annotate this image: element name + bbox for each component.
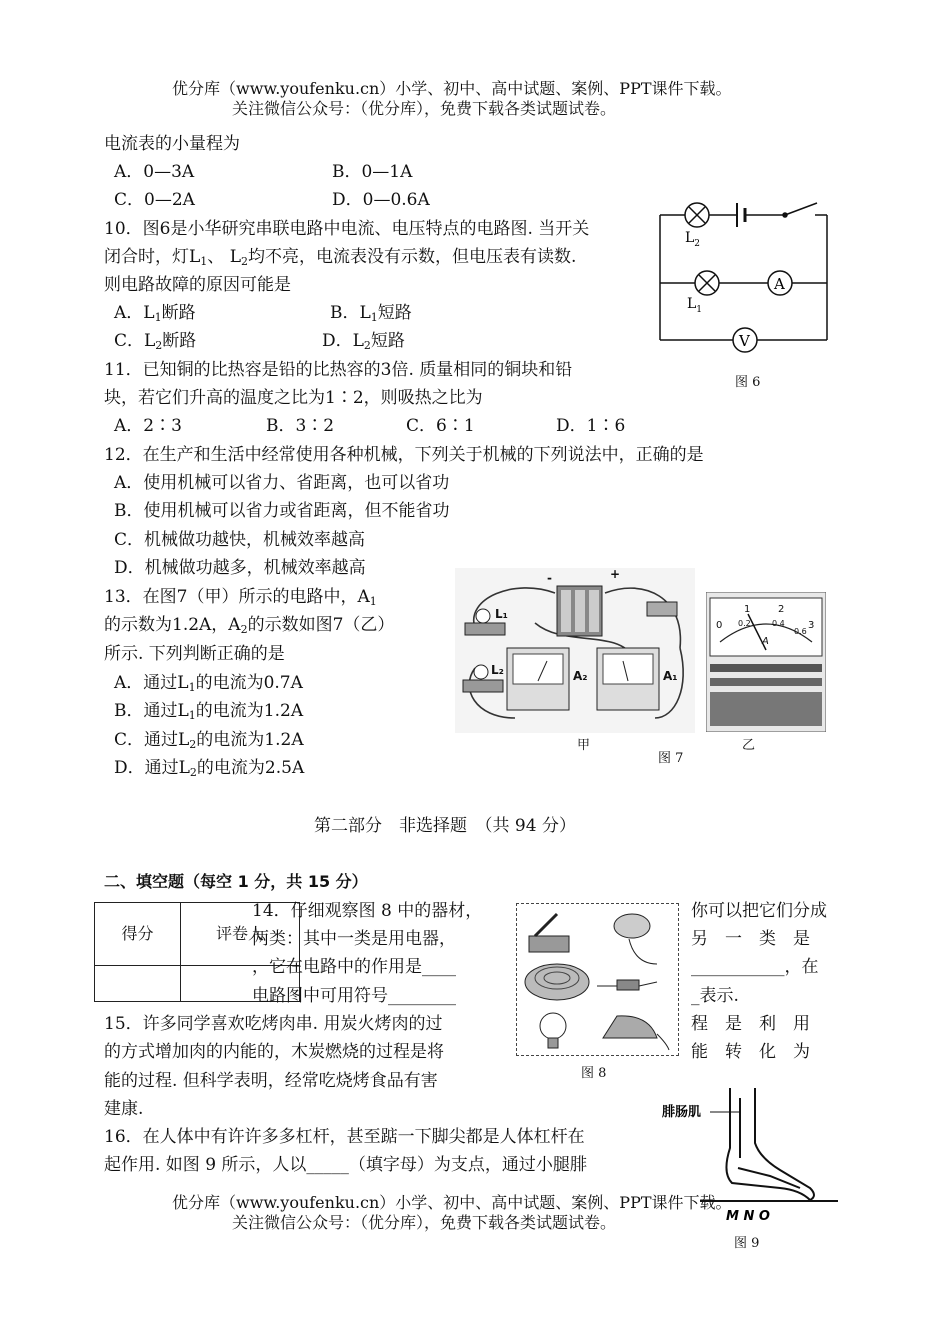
footer-line-1: 优分库（www.youfenku.cn）小学、初中、高中试题、案例、PPT课件下载。 [172, 1193, 732, 1212]
q11-option-c: C．6∶1 [406, 416, 475, 436]
q10-line-2: 闭合时，灯$L_1$、 $L_2$均不亮，电流表没有示数，但电压表有读数. [104, 247, 577, 268]
grade-score-cell[interactable] [95, 966, 181, 1002]
fig7-unit: A [762, 636, 769, 647]
q11-option-b: B．3∶2 [266, 416, 335, 436]
q14-line-1-right: 你可以把它们分成 [691, 901, 827, 921]
q14-line-4-right: _表示. [691, 986, 739, 1006]
q10-option-a: A．$L_1$断路 [114, 303, 196, 324]
q15-line-3: 能的过程. 但科学表明，经常吃烧烤食品有害 [104, 1071, 438, 1091]
q13-line-2: 的示数为1.2A，$A_2$的示数如图7（乙） [104, 615, 395, 636]
q14-line-4: 电路图中可用符号________ [252, 986, 456, 1006]
q14-line-2-right: 另 一 类 是 [691, 929, 810, 949]
q14-line-1: 14．仔细观察图 8 中的器材， [252, 901, 483, 921]
q10-line-3: 则电路故障的原因可能是 [104, 275, 291, 295]
fig7-scale-1: 1 [744, 604, 751, 615]
figure-8-caption: 图 8 [581, 1066, 607, 1081]
figure-8-devices [517, 904, 678, 1055]
q9-continuation: 电流表的小量程为 [104, 134, 240, 154]
q10-option-b: B．$L_1$短路 [330, 303, 412, 324]
grade-score-header: 得分 [95, 903, 181, 966]
q13-option-b: B．通过$L_1$的电流为1.2A [114, 701, 304, 722]
q16-line-2: 起作用. 如图 9 所示，人以_____（填字母）为支点，通过小腿腓 [104, 1155, 587, 1175]
q12-option-a: A．使用机械可以省力、省距离，也可以省功 [114, 473, 450, 493]
fig7-scale-0: 0 [716, 620, 723, 631]
fig6-l2-label: $L_2$ [685, 230, 701, 249]
section-2-heading: 二、填空题（每空 1 分，共 15 分） [104, 872, 368, 891]
figure-8-frame [516, 903, 679, 1056]
q10-line-1: 10．图6是小华研究串联电路中电流、电压特点的电路图. 当开关 [104, 219, 590, 239]
q11-option-d: D．1∶6 [556, 416, 626, 436]
header-line-1: 优分库（www.youfenku.cn）小学、初中、高中试题、案例、PPT课件下载。 [172, 79, 732, 98]
part-2-heading: 第二部分 非选择题 （共 94 分） [314, 816, 576, 836]
q15-line-4: 建康. [104, 1099, 144, 1119]
fig7-plus: + [610, 568, 621, 581]
fig7-l2-label: L₂ [491, 663, 504, 677]
q13-option-a: A．通过$L_1$的电流为0.7A [114, 673, 303, 694]
figure-6-caption: 图 6 [735, 375, 761, 390]
grade-reviewer-header: 评卷人 [181, 903, 300, 966]
q12-option-c: C．机械做功越快，机械效率越高 [114, 530, 366, 550]
fig7-scale-3: 3 [808, 620, 815, 631]
fig7-scale2-1: 0.4 [772, 619, 785, 628]
q15-line-2-right: 能 转 化 为 [691, 1042, 810, 1062]
fig7-scale2-0: 0.2 [738, 619, 751, 628]
q11-line-2: 块，若它们升高的温度之比为1∶2，则吸热之比为 [104, 388, 483, 408]
q13-line-3: 所示. 下列判断正确的是 [104, 644, 285, 664]
figure-6-circuit [655, 195, 835, 355]
q9-option-b: B．0—1A [332, 162, 413, 182]
q14-line-3-right: ___________，在 [691, 957, 819, 977]
q15-line-2: 的方式增加肉的内能的，木炭燃烧的过程是将 [104, 1042, 444, 1062]
figure-7-yi-label: 乙 [742, 738, 756, 753]
q11-line-1: 11．已知铜的比热容是铅的比热容的3倍. 质量相同的铜块和铅 [104, 360, 573, 380]
figure-9-caption: 图 9 [734, 1236, 760, 1251]
q9-option-a: A．0—3A [114, 162, 195, 182]
q14-line-3: ，它在电路中的作用是____ [252, 957, 456, 977]
fig6-l1-label: $L_1$ [687, 296, 703, 315]
q9-option-c: C．0—2A [114, 190, 195, 210]
q12-line-1: 12．在生产和生活中经常使用各种机械，下列关于机械的下列说法中，正确的是 [104, 445, 704, 465]
q13-option-d: D．通过$L_2$的电流为2.5A [114, 758, 305, 779]
figure-7-jia-photo [455, 568, 695, 733]
q16-line-1: 16．在人体中有许许多多杠杆，甚至踮一下脚尖都是人体杠杆在 [104, 1127, 585, 1147]
q11-option-a: A．2∶3 [114, 416, 182, 436]
q13-option-c: C．通过$L_2$的电流为1.2A [114, 730, 304, 751]
fig7-l1-label: L₁ [495, 607, 508, 621]
q12-option-b: B．使用机械可以省力或省距离，但不能省功 [114, 501, 450, 521]
fig7-a1-label: A₁ [663, 669, 678, 683]
q10-option-d: D．$L_2$短路 [322, 331, 405, 352]
q10-option-c: C．$L_2$断路 [114, 331, 197, 352]
fig7-minus: - [547, 571, 552, 585]
q13-line-1: 13．在图7（甲）所示的电路中，$A_1$ [104, 587, 377, 608]
q9-option-d: D．0—0.6A [332, 190, 430, 210]
header-line-2: 关注微信公众号：（优分库），免费下载各类试题试卷。 [232, 99, 617, 118]
figure-7-yi-dial [706, 592, 826, 732]
q14-line-2: 两类：其中一类是用电器， [252, 929, 456, 949]
q15-line-1-right: 程 是 利 用 [691, 1014, 810, 1034]
fig7-scale2-2: 0.6 [794, 627, 807, 636]
q12-option-d: D．机械做功越多，机械效率越高 [114, 558, 366, 578]
fig9-muscle-label: 腓肠肌 [662, 1105, 702, 1120]
fig7-scale-2: 2 [778, 604, 785, 615]
q15-line-1: 15．许多同学喜欢吃烤肉串. 用炭火烤肉的过 [104, 1014, 443, 1034]
fig9-points-label: M N O [726, 1209, 770, 1223]
fig6-ammeter-label: A [774, 275, 785, 293]
fig6-voltmeter-label: V [739, 332, 750, 350]
fig7-a2-label: A₂ [573, 669, 588, 683]
figure-7-jia-label: 甲 [577, 738, 591, 753]
figure-7-caption: 图 7 [658, 751, 684, 766]
footer-line-2: 关注微信公众号：（优分库），免费下载各类试题试卷。 [232, 1213, 617, 1232]
